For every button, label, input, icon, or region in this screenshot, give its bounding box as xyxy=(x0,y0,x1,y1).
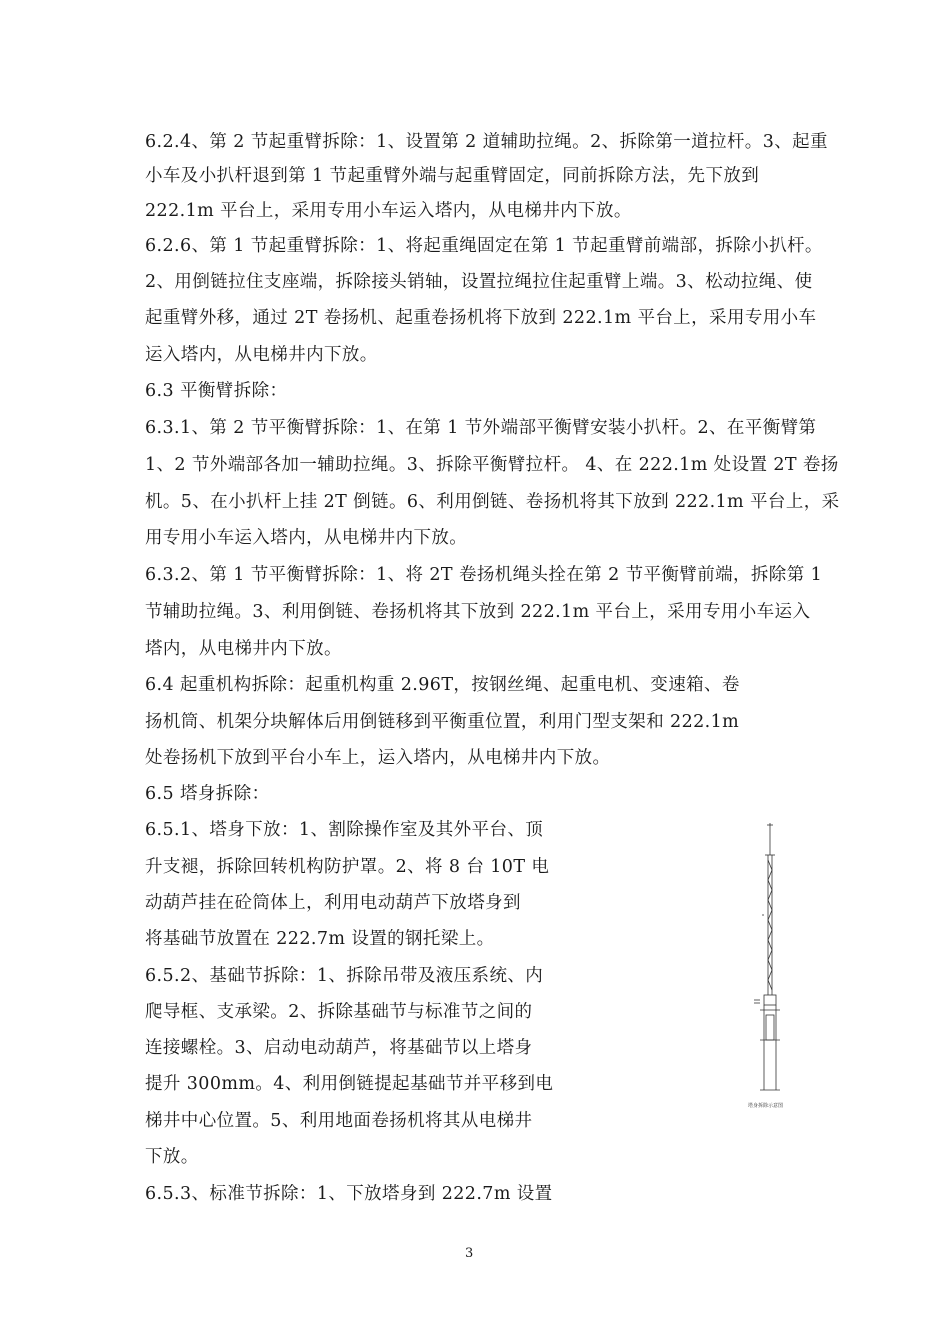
text-line: 6.4 起重机构拆除：起重机构重 2.96T，按钢丝绳、起重电机、变速箱、卷 xyxy=(145,675,740,695)
text-line: 运入塔内，从电梯井内下放。 xyxy=(145,345,378,365)
text-line: 提升 300mm。4、利用倒链提起基础节并平移到电 xyxy=(145,1074,554,1094)
text-line: 扬机筒、机架分块解体后用倒链移到平衡重位置，利用门型支架和 222.1m xyxy=(145,712,740,732)
text-line: 6.5.1、塔身下放：1、割除操作室及其外平台、顶 xyxy=(145,820,544,840)
text-line: 梯井中心位置。5、利用地面卷扬机将其从电梯井 xyxy=(145,1111,533,1131)
text-line: 6.2.4、第 2 节起重臂拆除：1、设置第 2 道辅助拉绳。2、拆除第一道拉杆。3、起重 xyxy=(145,132,828,152)
text-line: 6.3.1、第 2 节平衡臂拆除：1、在第 1 节外端部平衡臂安装小扒杆。2、在平衡臂第 xyxy=(145,418,817,438)
tower-dismantling-figure xyxy=(740,815,800,1115)
text-line: 塔内，从电梯井内下放。 xyxy=(145,639,342,659)
text-line: 连接螺栓。3、启动电动葫芦，将基础节以上塔身 xyxy=(145,1038,533,1058)
page-number: 3 xyxy=(465,1246,474,1261)
text-line: 起重臂外移，通过 2T 卷扬机、起重卷扬机将下放到 222.1m 平台上，采用专用小车 xyxy=(145,308,817,328)
text-line: 小车及小扒杆退到第 1 节起重臂外端与起重臂固定，同前拆除方法，先下放到 xyxy=(145,166,760,186)
text-line: 将基础节放置在 222.7m 设置的钢托梁上。 xyxy=(145,929,495,949)
text-line: 处卷扬机下放到平台小车上，运入塔内，从电梯井内下放。 xyxy=(145,748,611,768)
text-line: 升支褪，拆除回转机构防护罩。2、将 8 台 10T 电 xyxy=(145,857,550,877)
text-line: 6.5.2、基础节拆除：1、拆除吊带及液压系统、内 xyxy=(145,966,544,986)
section-heading: 6.5 塔身拆除： xyxy=(145,784,270,804)
text-line: 6.3.2、第 1 节平衡臂拆除：1、将 2T 卷扬机绳头拴在第 2 节平衡臂前端，拆除第 1 xyxy=(145,565,823,585)
text-line: 下放。 xyxy=(145,1147,199,1167)
section-heading: 6.3 平衡臂拆除： xyxy=(145,381,288,401)
text-line: 爬导框、支承梁。2、拆除基础节与标准节之间的 xyxy=(145,1002,533,1022)
text-line: 1、2 节外端部各加一辅助拉绳。3、拆除平衡臂拉杆。 4、在 222.1m 处设置 2T 卷扬 xyxy=(145,455,839,475)
text-line: 用专用小车运入塔内，从电梯井内下放。 xyxy=(145,528,468,548)
text-line: 6.5.3、标准节拆除：1、下放塔身到 222.7m 设置 xyxy=(145,1184,553,1204)
text-line: 动葫芦挂在砼筒体上，利用电动葫芦下放塔身到 xyxy=(145,893,521,913)
text-line: 机。5、在小扒杆上挂 2T 倒链。6、利用倒链、卷扬机将其下放到 222.1m 平台上，采 xyxy=(145,492,840,512)
text-line: 222.1m 平台上，采用专用小车运入塔内，从电梯井内下放。 xyxy=(145,201,632,221)
text-line: 节辅助拉绳。3、利用倒链、卷扬机将其下放到 222.1m 平台上，采用专用小车运入 xyxy=(145,602,811,622)
figure-caption: 塔身拆除示意图 xyxy=(748,1103,784,1109)
text-line: 2、用倒链拉住支座端，拆除接头销轴，设置拉绳拉住起重臂上端。3、松动拉绳、使 xyxy=(145,272,813,292)
text-line: 6.2.6、第 1 节起重臂拆除：1、将起重绳固定在第 1 节起重臂前端部，拆除小扒杆。 xyxy=(145,236,823,256)
